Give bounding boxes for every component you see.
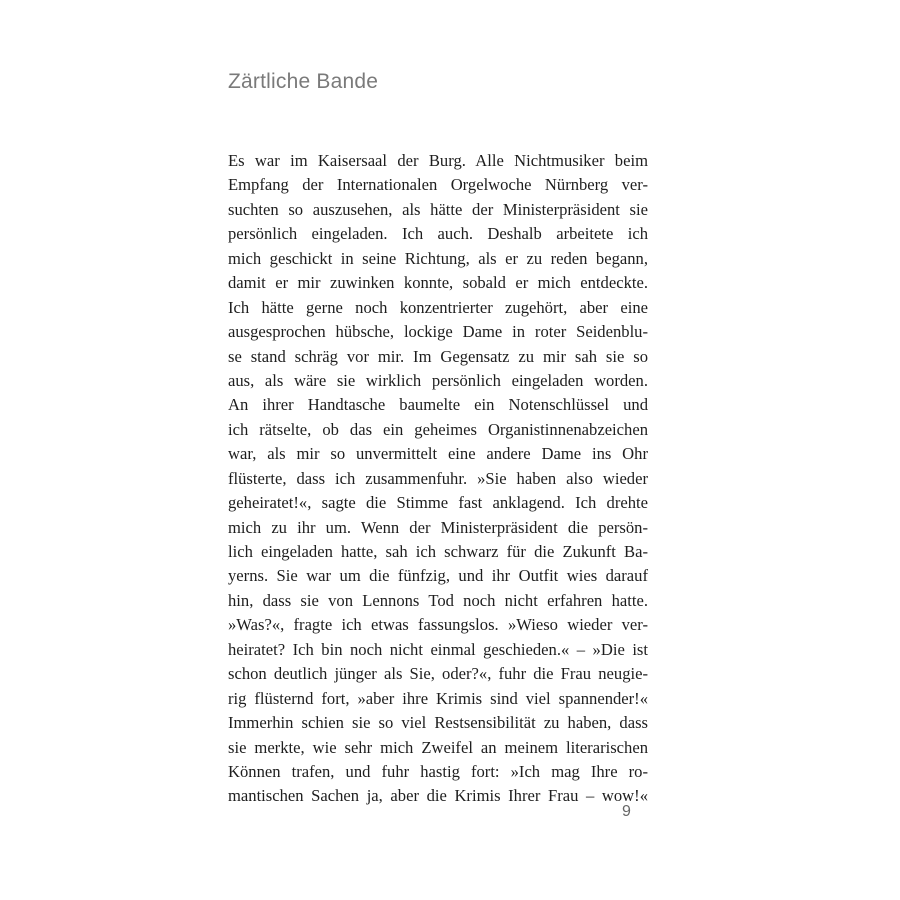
text-line: suchten so auszusehen, als hätte der Ministerpräsident sie: [228, 199, 648, 219]
text-line: An ihrer Handtasche baumelte ein Notenschlüssel und: [228, 395, 648, 415]
text-line: se stand schräg vor mir. Im Gegensatz zu mir sah sie so: [228, 346, 648, 366]
text-line: geheiratet!«, sagte die Stimme fast anklagend. Ich drehte: [228, 493, 648, 513]
text-line: »Was?«, fragte ich etwas fassungslos. »Wieso wieder ver-: [228, 615, 648, 635]
text-line: damit er mir zuwinken konnte, sobald er mich entdeckte.: [228, 273, 648, 293]
text-line: flüsterte, dass ich zusammenfuhr. »Sie haben also wieder: [228, 468, 648, 488]
text-line: ausgesprochen hübsche, lockige Dame in roter Seidenblu-: [228, 322, 648, 342]
text-line: rig flüsternd fort, »aber ihre Krimis sind viel spannender!«: [228, 688, 648, 708]
text-line: mich geschickt in seine Richtung, als er zu reden begann,: [228, 248, 648, 268]
text-line: aus, als wäre sie wirklich persönlich eingeladen worden.: [228, 370, 648, 390]
text-line: schon deutlich jünger als Sie, oder?«, fuhr die Frau neugie-: [228, 664, 648, 684]
text-line: Ich hätte gerne noch konzentrierter zugehört, aber eine: [228, 297, 648, 317]
text-line: hin, dass sie von Lennons Tod noch nicht erfahren hatte.: [228, 590, 648, 610]
text-line: sie merkte, wie sehr mich Zweifel an meinem literarischen: [228, 737, 648, 757]
body-text: [228, 149, 648, 809]
text-line: ich rätselte, ob das ein geheimes Organistinnenabzeichen: [228, 419, 648, 439]
text-line: persönlich eingeladen. Ich auch. Deshalb arbeitete ich: [228, 224, 648, 244]
text-line: Es war im Kaisersaal der Burg. Alle Nichtmusiker beim: [228, 151, 648, 170]
text-line: lich eingeladen hatte, sah ich schwarz für die Zukunft Ba-: [228, 542, 648, 561]
text-line: Empfang der Internationalen Orgelwoche Nürnberg ver-: [228, 175, 648, 195]
text-line: heiratet? Ich bin noch nicht einmal geschieden.« – »Die ist: [228, 639, 648, 659]
chapter-title: Zärtliche Bande: [228, 70, 379, 93]
text-line: yerns. Sie war um die fünfzig, und ihr Outfit wies darauf: [228, 566, 648, 586]
text-line: war, als mir so unvermittelt eine andere Dame ins Ohr: [228, 444, 648, 464]
text-line: Immerhin schien sie so viel Restsensibilität zu haben, dass: [228, 713, 648, 733]
text-line: mantischen Sachen ja, aber die Krimis Ihrer Frau – wow!«: [228, 786, 648, 806]
text-line: Können trafen, und fuhr hastig fort: »Ich mag Ihre ro-: [228, 761, 648, 781]
page-number: 9: [622, 803, 631, 820]
text-line: mich zu ihr um. Wenn der Ministerpräsident die persön-: [228, 517, 648, 537]
